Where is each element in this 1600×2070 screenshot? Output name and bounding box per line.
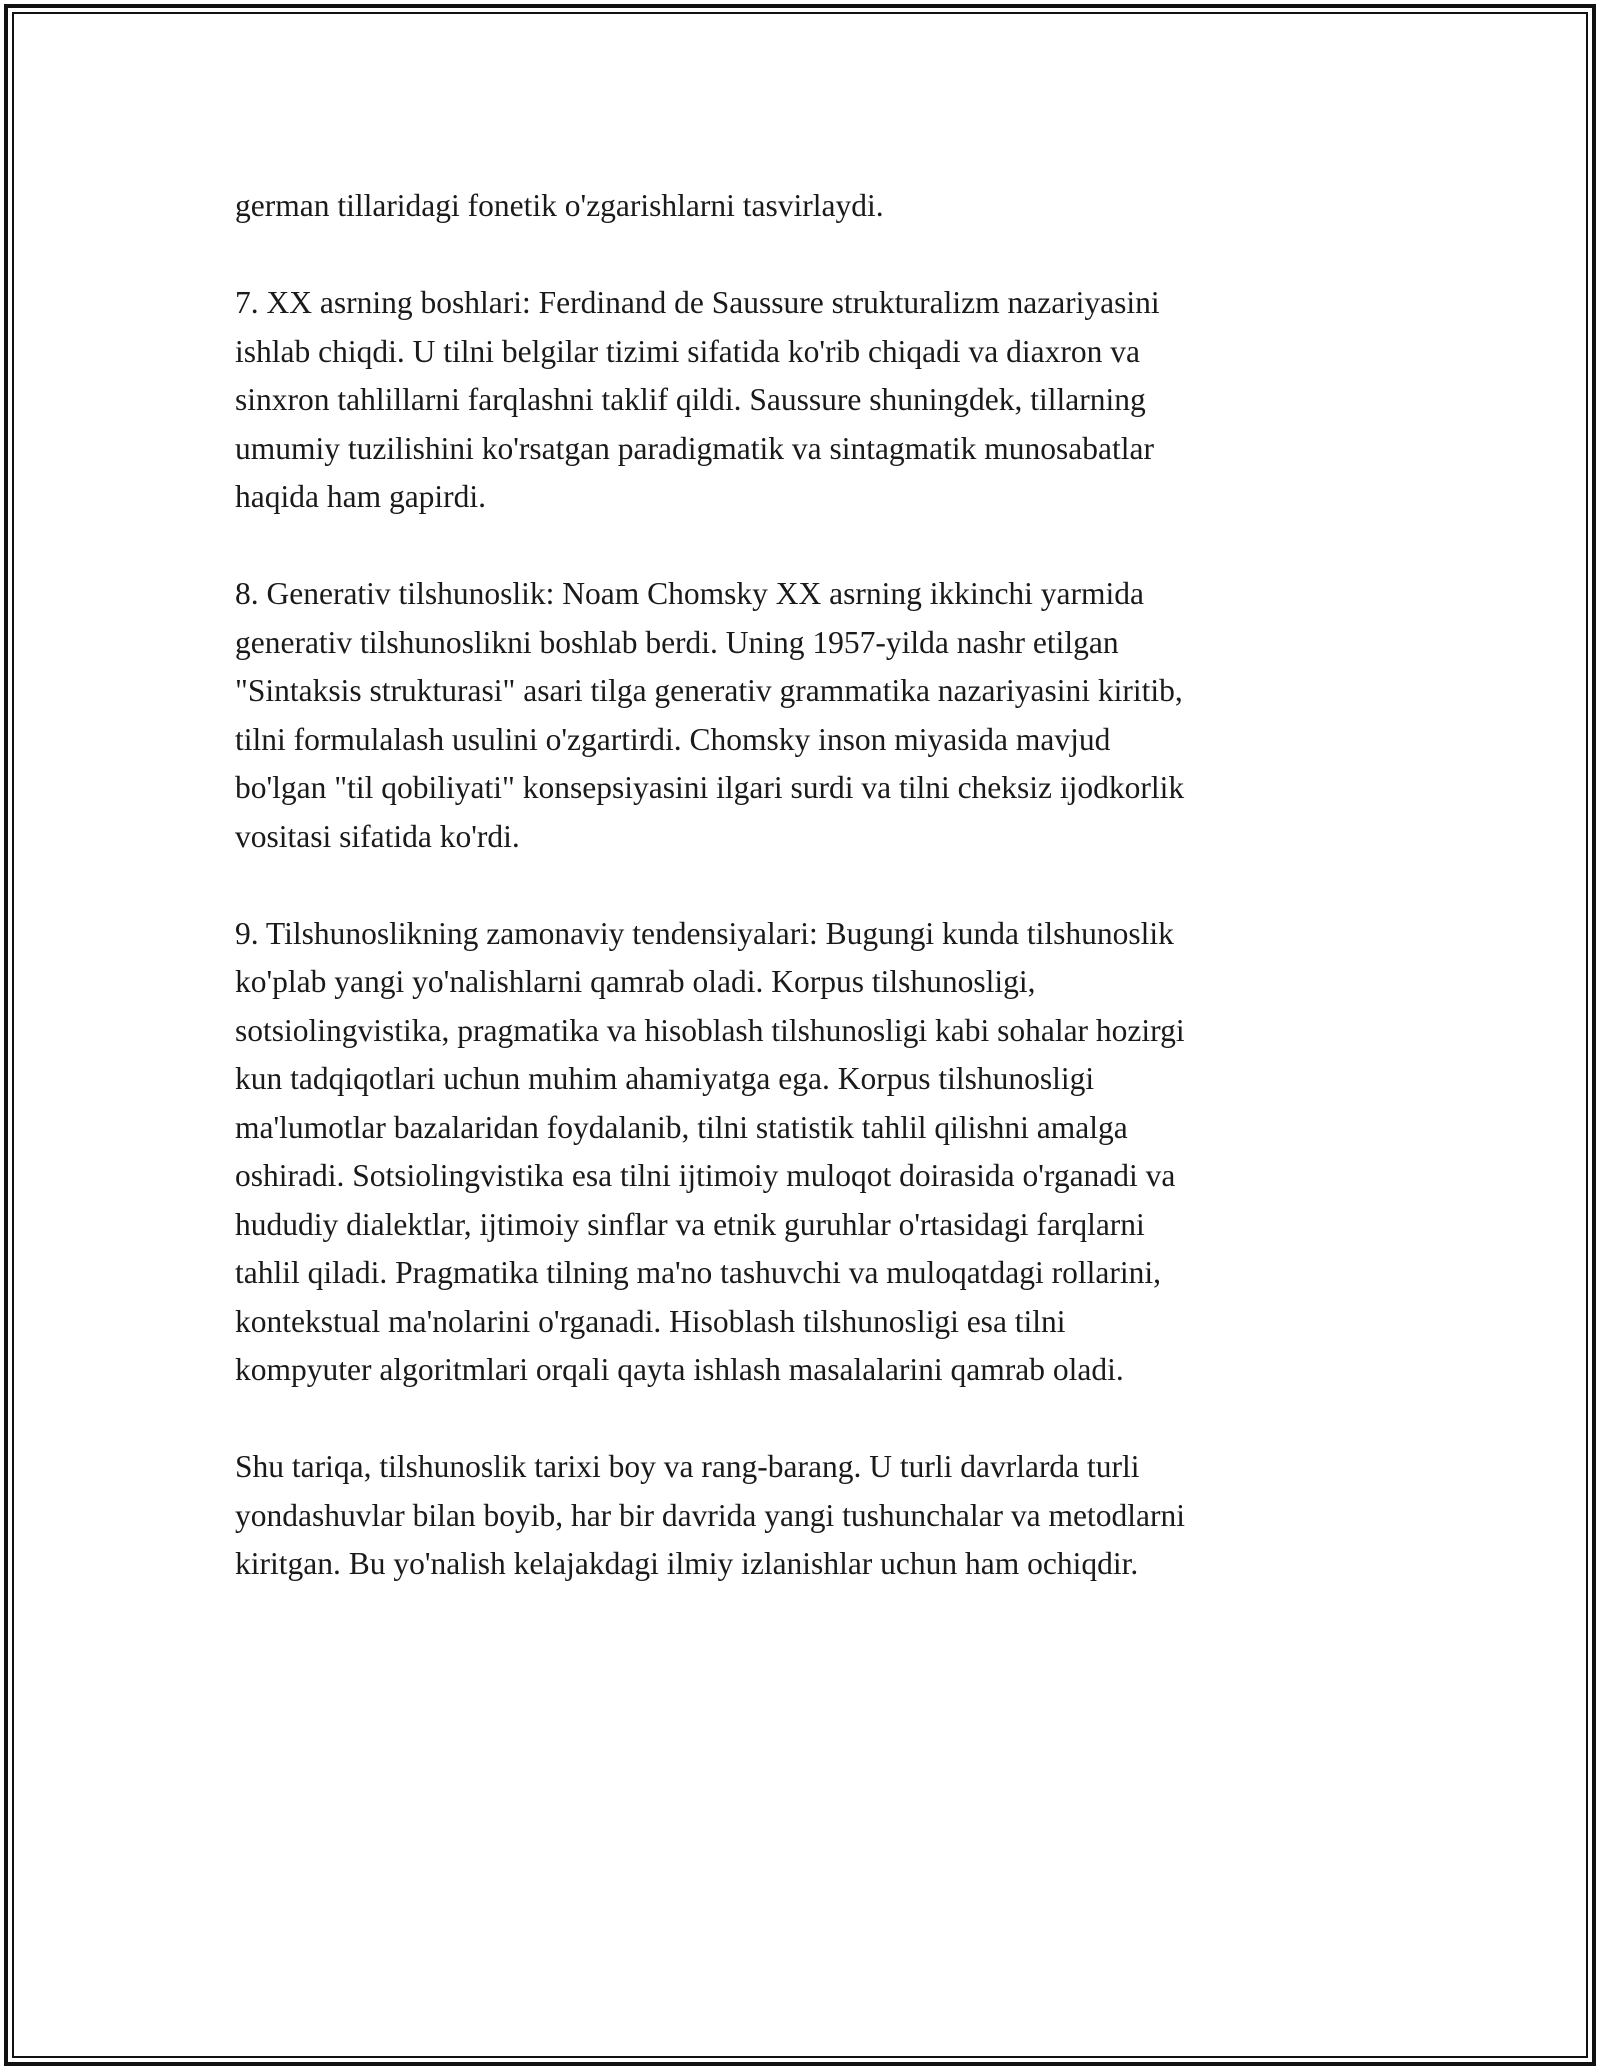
paragraph-continuation: german tillaridagi fonetik o'zgarishlarni tasvirlaydi. [235,188,884,223]
paragraph-conclusion: Shu tariqa, tilshunoslik tarixi boy va rang-barang. U turli davrlarda turli yondashuvlar bilan boyib, har bir davrida yangi tushunchalar va metodlarni kiritgan. Bu yo'nalish kelajakdagi ilmiy izlanishlar uchun ham ochiqdir. [235,1449,1185,1581]
paragraph-item-9: 9. Tilshunoslikning zamonaviy tendensiyalari: Bugungi kunda tilshunoslik ko'plab yangi yo'nalishlarni qamrab oladi. Korpus tilshunosligi, sotsiolingvistika, pragmatika va hisoblash tilshunosligi kabi sohalar hozirgi kun tadqiqotlari uchun muhim ahamiyatga ega. Korpus tilshunosligi ma'lumotlar bazalaridan foydalanib, tilni statistik tahlil qilishni amalga oshiradi. Sotsiolingvistika esa tilni ijtimoiy muloqot doirasida o'rganadi va hududiy dialektlar, ijtimoiy sinflar va etnik guruhlar o'rtasidagi farqlarni tahlil qiladi. Pragmatika tilning ma'no tashuvchi va muloqatdagi rollarini, kontekstual ma'nolarini o'rganadi. Hisoblash tilshunosligi esa tilni kompyuter algoritmlari orqali qayta ishlash masalalarini qamrab oladi. [235,915,1185,1387]
paragraph-item-7: 7. XX asrning boshlari: Ferdinand de Saussure strukturalizm nazariyasini ishlab chiqdi. U tilni belgilar tizimi sifatida ko'rib chiqadi va diaxron va sinxron tahlillarni farqlashni taklif qildi. Saussure shuningdek, tillarning umumiy tuzilishini ko'rsatgan paradigmatik va sintagmatik munosabatlar haqida ham gapirdi. [235,285,1160,514]
paragraph-item-8: 8. Generativ tilshunoslik: Noam Chomsky XX asrning ikkinchi yarmida generativ tilshunoslikni boshlab berdi. Uning 1957-yilda nashr etilgan "Sintaksis strukturasi" asari tilga generativ grammatika nazariyasini kiritib, tilni formulalash usulini o'zgartirdi. Chomsky inson miyasida mavjud bo'lgan "til qobiliyati" konsepsiyasini ilgari surdi va tilni cheksiz ijodkorlik vositasi sifatida ko'rdi. [235,576,1185,854]
document-body [235,182,1395,1589]
